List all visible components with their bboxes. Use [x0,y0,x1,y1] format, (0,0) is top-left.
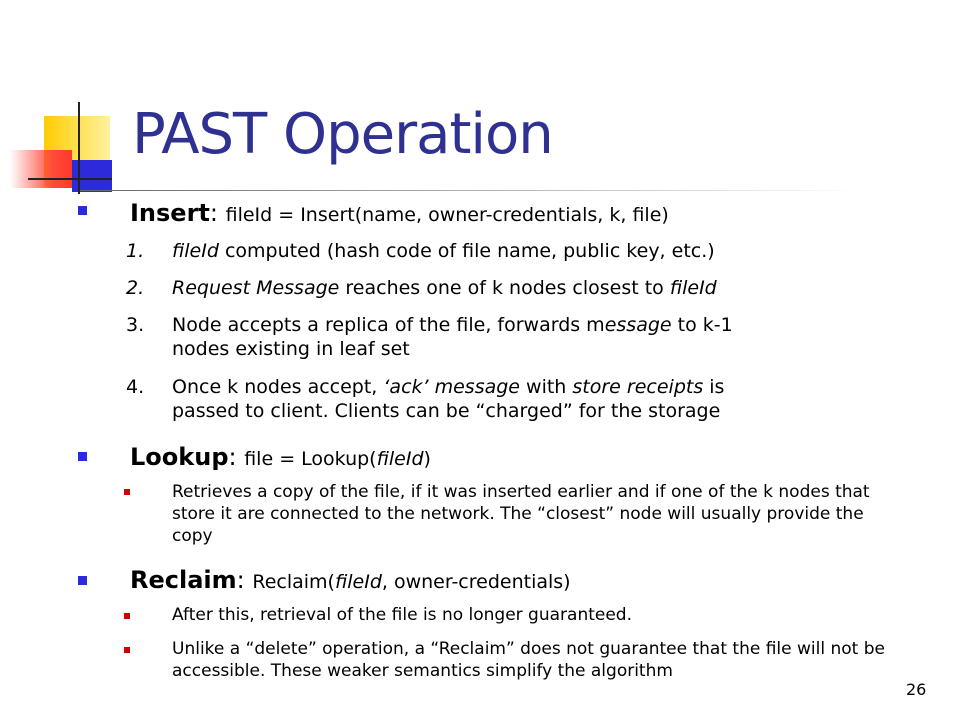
bullet-square-icon [78,576,87,585]
insert-label: Insert [130,199,210,227]
step-number: 4. [126,376,145,398]
reclaim-bullet-2: Unlike a “delete” operation, a “Reclaim” does not guarantee that the file will not be accessible. These weaker semantics simplify the algorithm [172,639,885,681]
insert-step-3: Node accepts a replica of the file, forwards message to k-1 nodes existing in leaf set [172,314,733,360]
sub-bullet-icon [124,613,130,619]
reclaim-heading: Reclaim: Reclaim(fileId, owner-credentials) [130,566,571,594]
lookup-heading: Lookup: file = Lookup(fileId) [130,443,431,471]
insert-step-2: Request Message reaches one of k nodes closest to fileId [172,277,717,299]
step-number: 3. [126,314,145,336]
insert-step-4: Once k nodes accept, ‘ack’ message with store receipts is passed to client. Clients can be “charged” for the storage [172,376,725,422]
logo-horizontal-line [28,178,112,180]
bullet-square-icon [78,452,87,461]
page-number: 26 [906,680,927,699]
step-number: 2. [126,277,145,299]
slide-title: PAST Operation [132,102,553,167]
lookup-bullet-1: Retrieves a copy of the file, if it was inserted earlier and if one of the k nodes that store it are connected to the network. The “closest” node will usually provide the copy [172,482,870,546]
reclaim-label: Reclaim [130,566,237,594]
insert-signature: fileId = Insert(name, owner-credentials, k, file) [225,204,669,226]
sub-bullet-icon [124,647,130,653]
insert-step-1: fileId computed (hash code of file name, public key, etc.) [172,240,715,262]
step-number: 1. [126,240,145,262]
sub-bullet-icon [124,489,130,495]
reclaim-bullet-1: After this, retrieval of the file is no longer guaranteed. [172,605,633,625]
bullet-square-icon [78,206,87,215]
logo-red-block [10,150,72,188]
title-divider [80,190,860,191]
logo-vertical-line [78,102,80,194]
insert-heading: Insert: fileId = Insert(name, owner-credentials, k, file) [130,199,669,227]
lookup-label: Lookup [130,443,229,471]
